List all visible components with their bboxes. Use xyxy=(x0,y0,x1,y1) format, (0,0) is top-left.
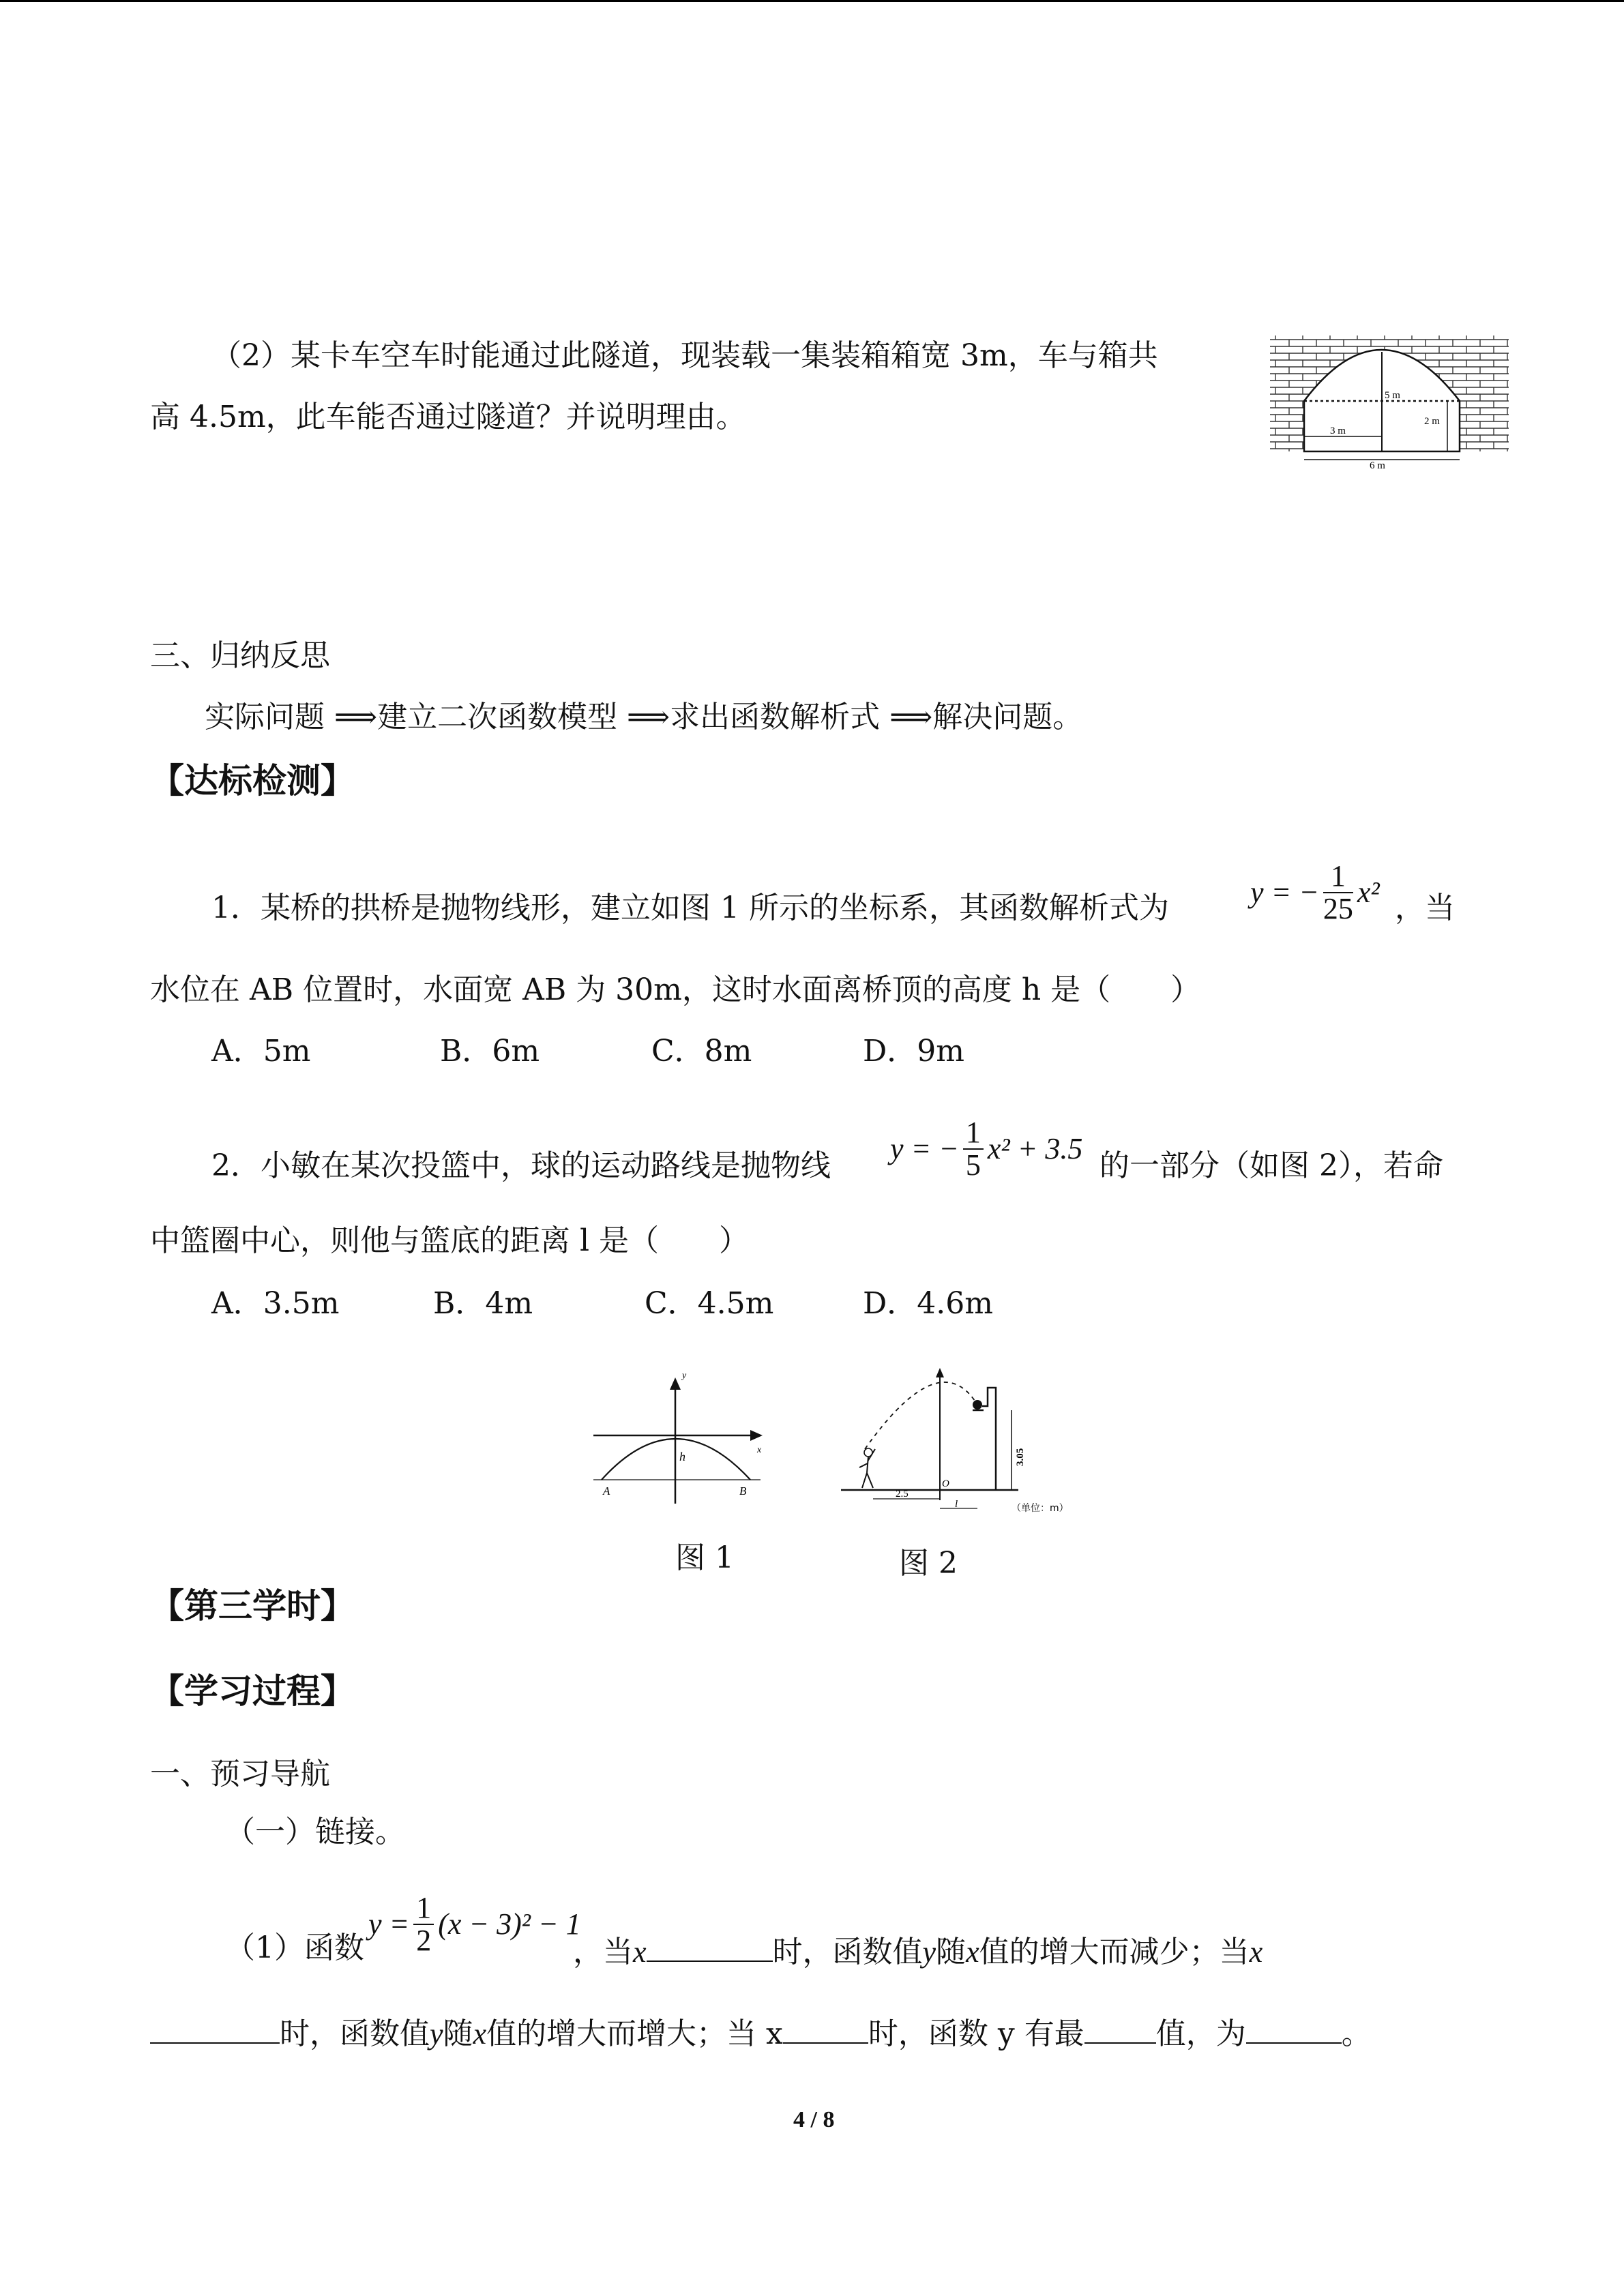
q1-formula-den: 2 xyxy=(416,1924,432,1958)
q1-prefix: （1）函数 xyxy=(225,1930,364,1965)
q1-formula xyxy=(368,1892,581,1956)
q1-l2-a: 时，函数值 xyxy=(280,2016,430,2051)
p1-formula-rhs: x² xyxy=(1357,876,1380,910)
fig1-x-arrow xyxy=(750,1430,763,1441)
fig2-dist-label: 2.5 xyxy=(896,1489,909,1500)
page-top-border xyxy=(0,0,1624,2)
fig2-hoop-post xyxy=(982,1388,996,1490)
p2-text-before: 2．小敏在某次投篮中，球的运动路线是抛物线 xyxy=(211,1148,831,1183)
q1-l2-e: 值，为 xyxy=(1155,2016,1246,2051)
section3-summary: 实际问题 ⟹建立二次函数模型 ⟹求出函数解析式 ⟹解决问题。 xyxy=(205,700,1083,734)
p1-option-d: D．9m xyxy=(863,1034,964,1069)
p1-formula-num: 1 xyxy=(1323,861,1353,893)
fig2-caption: 图 2 xyxy=(899,1546,958,1581)
q1-var-x: x xyxy=(633,1935,647,1969)
fig1-caption: 图 1 xyxy=(675,1540,734,1575)
p1-text-after: ，当 xyxy=(1395,891,1455,925)
fig2-height-label: 3.05 xyxy=(1015,1448,1026,1466)
process-header: 【学习过程】 xyxy=(150,1671,355,1711)
q1-var-x-3: x xyxy=(1249,1935,1263,1969)
q1-mid2: 时，函数值 xyxy=(772,1935,923,1969)
q1-var-x-2: x xyxy=(966,1935,979,1969)
fig1-x-label: x xyxy=(757,1445,762,1455)
q1-formula-lhs: y = xyxy=(368,1907,410,1941)
p2-text-after: 的一部分（如图 2），若命 xyxy=(1099,1148,1443,1183)
p1-formula-lhs: y = − xyxy=(1250,876,1319,910)
q2-line1: （2）某卡车空车时能通过此隧道，现装载一集装箱箱宽 3m，车与箱共 xyxy=(211,338,1158,373)
p2-option-b: B．4m xyxy=(433,1286,533,1321)
p2-formula-rhs: x² + 3.5 xyxy=(987,1132,1083,1166)
p1-formula-frac xyxy=(1323,861,1353,925)
p2-line2: 中篮圈中心，则他与篮底的距离 l 是（ ） xyxy=(150,1223,750,1258)
section3-title: 三、归纳反思 xyxy=(150,638,330,673)
q1-blank-3[interactable] xyxy=(783,2015,868,2044)
p2-formula-den: 5 xyxy=(965,1148,981,1182)
q1-formula-num: 1 xyxy=(413,1892,434,1925)
p1-formula xyxy=(1250,861,1380,925)
q2-line2: 高 4.5m，此车能否通过隧道？并说明理由。 xyxy=(150,400,746,434)
q1-l2-var-y: y xyxy=(430,2017,443,2051)
q1-mid4: 值的增大而减少；当 xyxy=(979,1935,1250,1969)
q1-formula-frac xyxy=(413,1892,434,1956)
dabiao-header: 【达标检测】 xyxy=(150,760,355,801)
fig2-player-body xyxy=(859,1449,875,1488)
q1-mid1: ，当 xyxy=(573,1935,633,1969)
q1-blank-5[interactable] xyxy=(1246,2015,1342,2044)
q1-l2-f: 。 xyxy=(1341,2016,1372,2051)
fig1-y-label: y xyxy=(682,1371,687,1381)
tunnel-figure xyxy=(1269,333,1511,469)
p2-formula-lhs: y = − xyxy=(890,1132,959,1166)
p2-option-c: C．4.5m xyxy=(645,1286,774,1321)
q1-l2-var-x: x xyxy=(473,2017,487,2051)
fig2-unit-label: （单位：m） xyxy=(1012,1503,1069,1514)
q1-formula-rhs: (x − 3)² − 1 xyxy=(438,1907,581,1941)
q1-var-y: y xyxy=(922,1935,936,1969)
fig1-a-label: A xyxy=(603,1485,610,1497)
fig2-o-label: O xyxy=(942,1478,949,1489)
third-period-header: 【第三学时】 xyxy=(150,1585,355,1626)
p2-option-d: D．4.6m xyxy=(863,1286,993,1321)
page-number: 4 / 8 xyxy=(793,2107,835,2132)
q1-l2-d: 时，函数 y 有最 xyxy=(868,2016,1084,2051)
fig2-trajectory xyxy=(865,1382,977,1449)
q1-line2 xyxy=(150,2015,1372,2049)
fig2-ball xyxy=(973,1400,982,1410)
p1-text-before: 1．某桥的拱桥是抛物线形，建立如图 1 所示的坐标系，其函数解析式为 xyxy=(211,891,1169,925)
p1-formula-den: 25 xyxy=(1323,892,1353,926)
p1-option-a: A．5m xyxy=(211,1034,311,1069)
fig1-b-label: B xyxy=(739,1485,747,1497)
preview-link: （一）链接。 xyxy=(225,1815,405,1849)
fig1-y-arrow xyxy=(670,1377,681,1390)
preview-title: 一、预习导航 xyxy=(150,1757,330,1791)
width-label: 6 m xyxy=(1370,460,1385,469)
q1-blank-1[interactable] xyxy=(647,1933,773,1962)
figure2-basketball xyxy=(838,1364,1097,1521)
p1-option-b: B．6m xyxy=(440,1034,540,1069)
half-width-label: 3 m xyxy=(1330,426,1346,436)
p2-formula-frac xyxy=(963,1117,984,1181)
q1-l2-b: 随 xyxy=(443,2016,473,2051)
p1-line2: 水位在 AB 位置时，水面宽 AB 为 30m，这时水面离桥顶的高度 h 是（ ） xyxy=(150,972,1201,1007)
q1-mid3: 随 xyxy=(936,1935,966,1969)
p1-option-c: C．8m xyxy=(651,1034,752,1069)
q1-blank-4[interactable] xyxy=(1084,2015,1156,2044)
fig2-l-label: l xyxy=(955,1499,958,1510)
fig2-y-arrow xyxy=(936,1368,944,1377)
height-label: 5 m xyxy=(1385,390,1400,401)
figure1-bridge xyxy=(587,1371,771,1507)
p2-formula-num: 1 xyxy=(963,1117,984,1150)
p2-formula xyxy=(890,1117,1082,1181)
p2-option-a: A．3.5m xyxy=(211,1286,340,1321)
q1-blank-2[interactable] xyxy=(150,2015,280,2044)
wall-label: 2 m xyxy=(1424,416,1440,427)
q1-line1 xyxy=(573,1933,1263,1967)
fig1-h-label: h xyxy=(679,1450,685,1463)
q1-l2-c: 值的增大而增大；当 x xyxy=(486,2016,783,2051)
p1-text xyxy=(211,893,1169,923)
